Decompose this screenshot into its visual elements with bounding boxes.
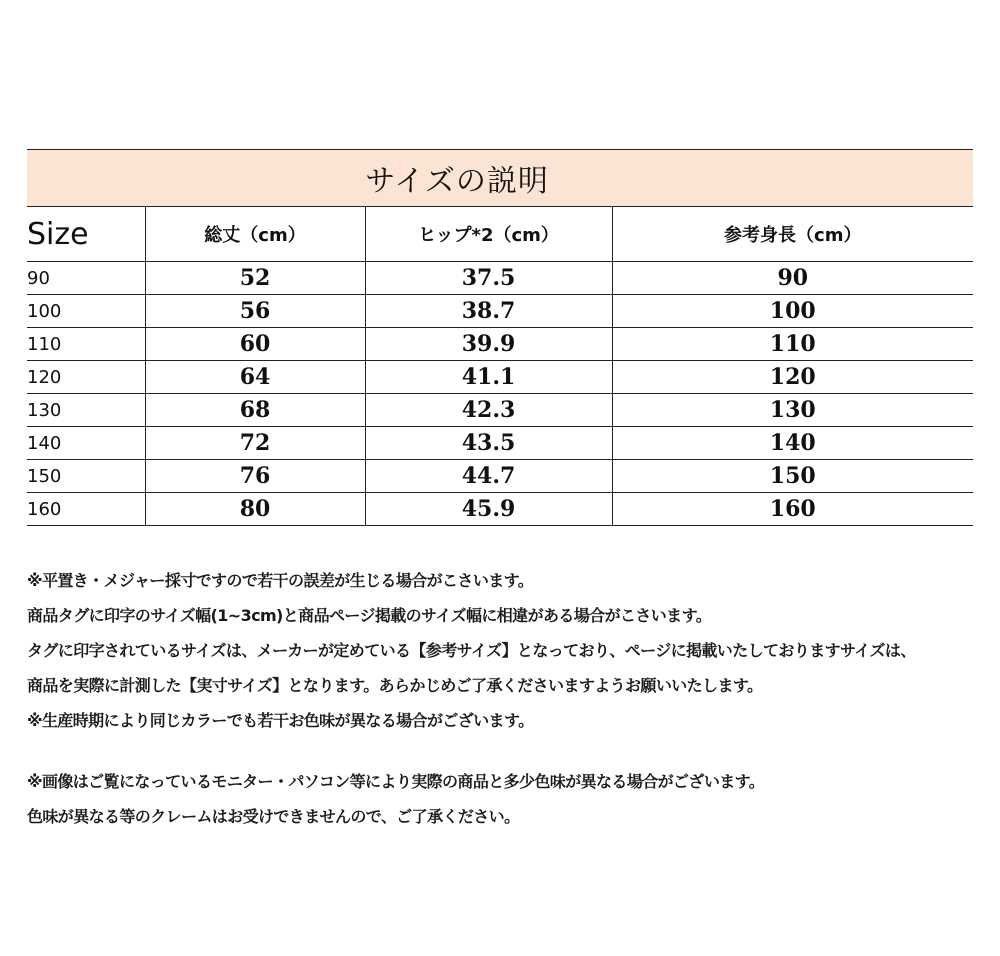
size-cell: 100 bbox=[27, 295, 145, 328]
size-cell: 150 bbox=[27, 460, 145, 493]
header-hip: ヒップ*2（cm） bbox=[365, 207, 612, 262]
note-tag-size-range: 商品タグに印字のサイズ幅(1~3cm)と商品ページ掲載のサイズ幅に相違がある場合がこさいます。 bbox=[27, 606, 712, 625]
hip-cell: 41.1 bbox=[365, 361, 612, 394]
length-cell: 60 bbox=[145, 328, 365, 361]
height-cell: 160 bbox=[612, 493, 973, 526]
hip-cell: 39.9 bbox=[365, 328, 612, 361]
length-cell: 80 bbox=[145, 493, 365, 526]
header-height: 参考身長（cm） bbox=[612, 207, 973, 262]
table-row bbox=[27, 394, 973, 427]
height-cell: 140 bbox=[612, 427, 973, 460]
height-cell: 150 bbox=[612, 460, 973, 493]
height-cell: 130 bbox=[612, 394, 973, 427]
note-monitor-color: ※画像はご覧になっているモニター・パソコン等により実際の商品と多少色味が異なる場合がございます。 bbox=[27, 772, 765, 791]
table-row bbox=[27, 427, 973, 460]
length-cell: 56 bbox=[145, 295, 365, 328]
length-cell: 52 bbox=[145, 262, 365, 295]
size-cell: 120 bbox=[27, 361, 145, 394]
table-row bbox=[27, 460, 973, 493]
length-cell: 68 bbox=[145, 394, 365, 427]
size-cell: 130 bbox=[27, 394, 145, 427]
header-length: 総丈（cm） bbox=[145, 207, 365, 262]
notes-spacer bbox=[27, 738, 987, 764]
table-row bbox=[27, 493, 973, 526]
hip-cell: 37.5 bbox=[365, 262, 612, 295]
note-measurement-error: ※平置き・メジャー採寸ですので若干の誤差が生じる場合がこさいます。 bbox=[27, 571, 534, 590]
header-row bbox=[27, 207, 973, 262]
hip-cell: 45.9 bbox=[365, 493, 612, 526]
notes-section bbox=[27, 563, 987, 834]
table-row bbox=[27, 361, 973, 394]
table-row bbox=[27, 262, 973, 295]
size-cell: 110 bbox=[27, 328, 145, 361]
note-production-color: ※生産時期により同じカラーでも若干お色味が異なる場合がございます。 bbox=[27, 711, 534, 730]
note-reference-size: タグに印字されているサイズは、メーカーが定めている【参考サイズ】となっており、ページに掲載いたしておりますサイズは、 bbox=[27, 641, 916, 660]
length-cell: 64 bbox=[145, 361, 365, 394]
table-title-cell bbox=[27, 150, 973, 207]
title-row bbox=[27, 150, 973, 207]
table-row bbox=[27, 328, 973, 361]
header-size: Size bbox=[27, 207, 145, 262]
hip-cell: 43.5 bbox=[365, 427, 612, 460]
size-cell: 160 bbox=[27, 493, 145, 526]
height-cell: 90 bbox=[612, 262, 973, 295]
hip-cell: 42.3 bbox=[365, 394, 612, 427]
length-cell: 76 bbox=[145, 460, 365, 493]
note-no-claims: 色味が異なる等のクレームはお受けできませんので、ご了承ください。 bbox=[27, 807, 520, 826]
height-cell: 120 bbox=[612, 361, 973, 394]
note-actual-size: 商品を実際に計測した【実寸サイズ】となります。あらかじめご了承くださいますようお願いいたします。 bbox=[27, 676, 763, 695]
table-title: サイズの説明 bbox=[365, 164, 549, 199]
height-cell: 100 bbox=[612, 295, 973, 328]
hip-cell: 38.7 bbox=[365, 295, 612, 328]
size-cell: 140 bbox=[27, 427, 145, 460]
size-cell: 90 bbox=[27, 262, 145, 295]
table-row bbox=[27, 295, 973, 328]
length-cell: 72 bbox=[145, 427, 365, 460]
size-chart-table bbox=[27, 149, 973, 526]
height-cell: 110 bbox=[612, 328, 973, 361]
hip-cell: 44.7 bbox=[365, 460, 612, 493]
